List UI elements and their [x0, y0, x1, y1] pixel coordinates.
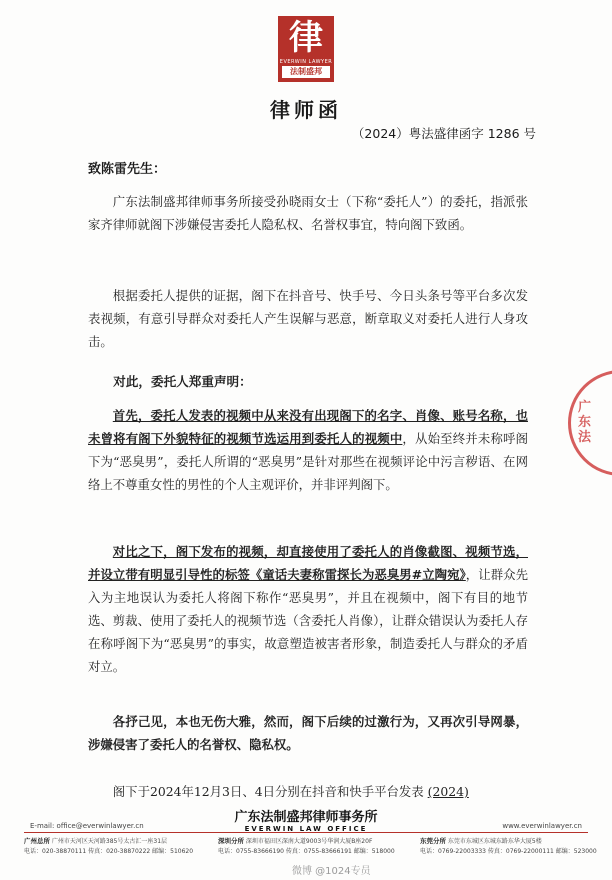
- office-sz-tel: 电话：0755-83666190 传真：0755-83666191 邮编：518000: [218, 848, 395, 855]
- paragraph-5-rest: ，让群众先入为主地误认为委托人将阁下称作“恶臭男”，并且在视频中，阁下有目的地节选、剪裁、使用了委托人的视频节选（含委托人肖像），让群众错误认为委托人存在称呼阁下为“恶臭男”的事实，故意塑造被害者形象，制造委托人与群众的矛盾对立。: [88, 567, 528, 674]
- paragraph-5-lead: 对比之下，阁下发布的视频，却直接使用了委托人的肖像截图、视频节选，并设立带有明显引导性的标签《童话夫妻称雷探长为恶臭男#立陶宛》: [88, 544, 528, 582]
- office-gz-addr: 广州市天河区天河路385号太古汇一座31层: [51, 838, 168, 845]
- paragraph-4-lead: 首先，委托人发表的视频中从来没有出现阁下的名字、肖像、账号名称，也未曾将有阁下外貌特征的视频节选运用到委托人的视频中: [88, 408, 528, 446]
- contact-website: www.everwinlawyer.cn: [502, 822, 582, 830]
- logo-cn: 法制盛邦: [282, 66, 330, 78]
- paragraph-6-lead: 各抒己见，本也无伤大雅，然而，阁下后续的过激行为，又再次引导网暴，涉嫌侵害了委托人的名誉权、隐私权。: [88, 714, 528, 752]
- paragraph-4-rest: ，从始至终并未称呼阁下为“恶臭男”，委托人所谓的“恶臭男”是针对那些在视频评论中污言秽语、在网络上不尊重女性的男性的个人主观评价，并非评判阁下。: [88, 431, 529, 492]
- contact-email: E-mail: office@everwinlawyer.cn: [30, 822, 144, 830]
- office-sz-addr: 深圳市福田区深南大道9003号华润大厦B座20F: [245, 838, 373, 845]
- office-sz-name: 深圳分所: [218, 837, 244, 845]
- letter-title: 律师函: [270, 98, 342, 122]
- office-shenzhen: [218, 836, 418, 857]
- reference-number: （2024）粤法盛律函字 1286 号: [351, 126, 536, 141]
- stamp-text: 广东法: [578, 400, 592, 445]
- paragraph-2: 根据委托人提供的证据，阁下在抖音号、快手号、今日头条号等平台多次发表视频，有意引导群众对委托人产生误解与恶意，断章取义对委托人进行人身攻击。: [88, 288, 528, 349]
- paragraph-7: [88, 780, 528, 803]
- office-dg-addr: 东莞市东城区东城东路东华大厦5楼: [447, 838, 542, 845]
- logo-char: 律: [289, 18, 323, 58]
- office-dg-tel: 电话：0769-22003333 传真：0769-22000111 邮编：523000: [420, 848, 597, 855]
- paragraph-1: 广东法制盛邦律师事务所接受孙晓雨女士（下称“委托人”）的委托，指派张家齐律师就阁下涉嫌侵害委托人隐私权、名誉权事宜，特向阁下致函。: [88, 194, 528, 232]
- paragraph-5: [88, 540, 528, 678]
- firm-logo: [278, 16, 334, 82]
- firm-name-en: EVERWIN LAW OFFICE: [244, 825, 368, 833]
- salutation: 致陈雷先生：: [88, 162, 167, 177]
- office-gz-name: 广州总所: [24, 837, 50, 845]
- paragraph-7-tail: (2024): [427, 784, 469, 799]
- paragraph-7-text: 阁下于2024年12月3日、4日分别在抖音和快手平台发表: [112, 784, 424, 799]
- paragraph-4: [88, 404, 528, 496]
- office-guangzhou: [24, 836, 214, 857]
- footer-divider: [24, 832, 588, 833]
- paragraph-3: 对此，委托人郑重声明：: [113, 374, 252, 389]
- office-dongguan: [420, 836, 600, 857]
- logo-en: EVERWIN LAWYER: [279, 59, 333, 65]
- office-gz-tel: 电话：020-38870111 传真：020-38870222 邮编：510620: [24, 848, 194, 855]
- firm-name-cn: 广东法制盛邦律师事务所: [234, 810, 378, 825]
- weibo-watermark: 微博 @1024专员: [292, 866, 371, 877]
- office-dg-name: 东莞分所: [420, 837, 446, 845]
- paragraph-6: [88, 710, 528, 756]
